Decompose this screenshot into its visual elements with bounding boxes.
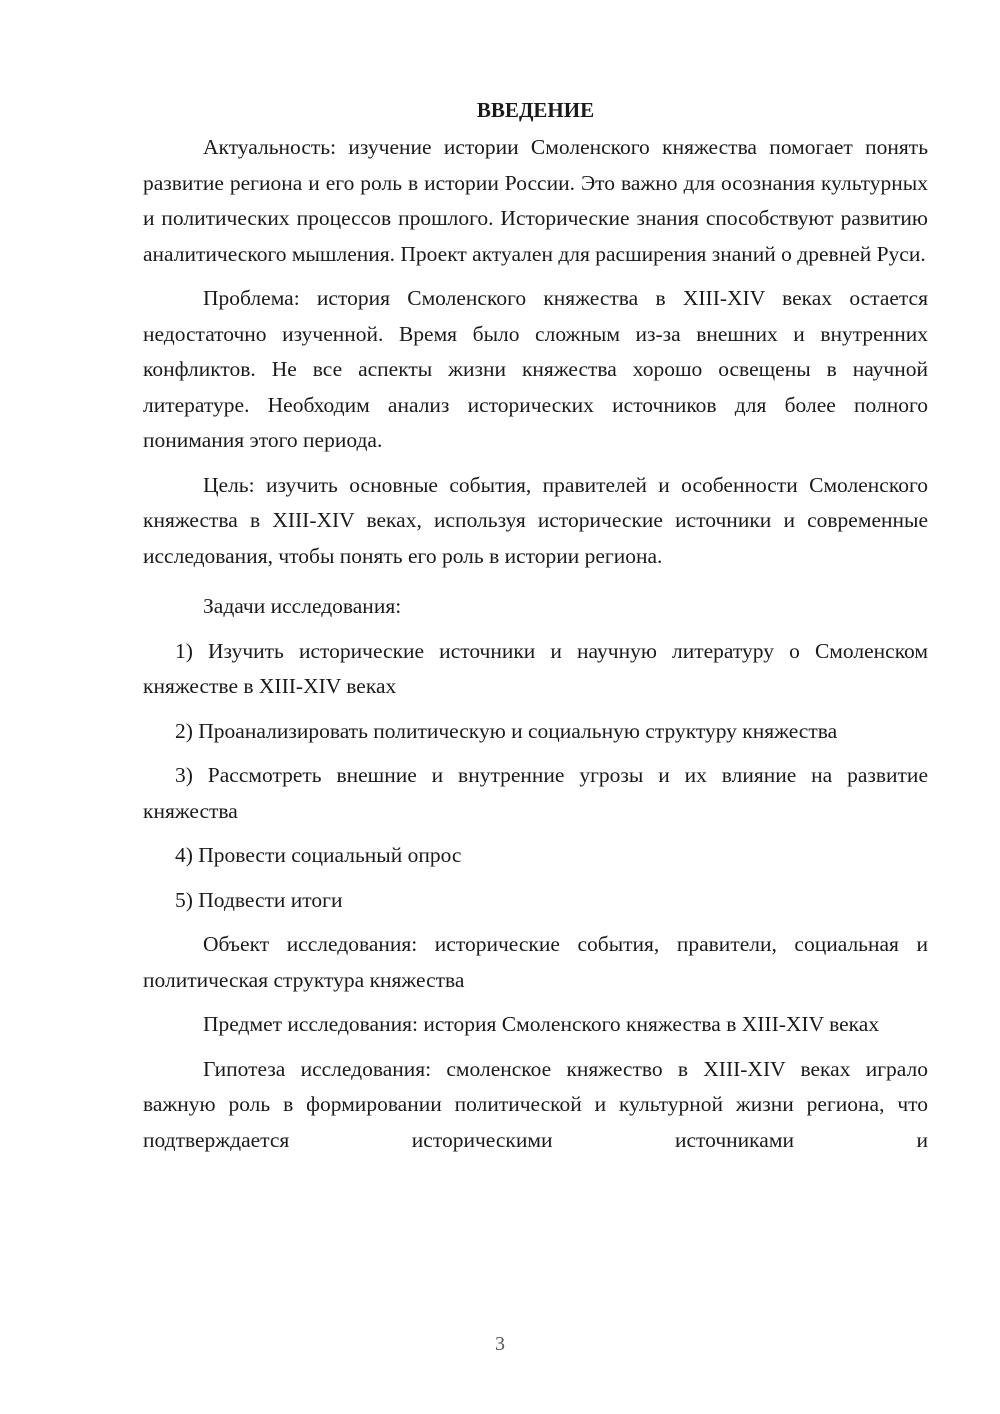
document-page (143, 93, 928, 1158)
problem-paragraph: Проблема: история Смоленского княжества в XIII-XIV веках остается недостаточно изученной. Время было сложным из-за внешних и внутренних конфликтов. Не все аспекты жизни княжества хорошо освещены в научной литературе. Необходим анализ исторических источников для более полного понимания этого периода. (143, 286, 928, 452)
subject-paragraph: Предмет исследования: история Смоленского княжества в XIII-XIV веках (203, 1012, 880, 1036)
relevance-paragraph: Актуальность: изучение истории Смоленского княжества помогает понять развитие региона и его роль в истории России. Это важно для осознания культурных и политических процессов прошлого. Исторические знания способствуют развитию аналитического мышления. Проект актуален для расширения знаний о древней Руси. (143, 135, 928, 266)
hypothesis-paragraph: Гипотеза исследования: смоленское княжество в XIII-XIV веках играло важную роль в формировании политической и культурной жизни региона, что подтверждается историческими источниками и (143, 1056, 928, 1152)
page-number: 3 (495, 1333, 505, 1355)
object-paragraph: Объект исследования: исторические события, правители, социальная и политическая структура княжества (143, 932, 928, 992)
tasks-heading: Задачи исследования: (203, 594, 402, 618)
goal-paragraph: Цель: изучить основные события, правителей и особенности Смоленского княжества в XIII-XIV веках, используя исторические источники и современные исследования, чтобы понять его роль в истории региона. (143, 472, 928, 568)
section-title: ВВЕДЕНИЕ (476, 98, 595, 122)
task-item-5: 5) Подвести итоги (175, 887, 343, 912)
task-item-3: 3) Рассмотреть внешние и внутренние угрозы и их влияние на развитие княжества (143, 763, 928, 823)
task-item-4: 4) Провести социальный опрос (175, 843, 462, 867)
task-item-1: 1) Изучить исторические источники и научную литературу о Смоленском княжестве в XIII-XIV веках (143, 638, 928, 698)
task-item-2: 2) Проанализировать политическую и социальную структуру княжества (175, 718, 838, 743)
